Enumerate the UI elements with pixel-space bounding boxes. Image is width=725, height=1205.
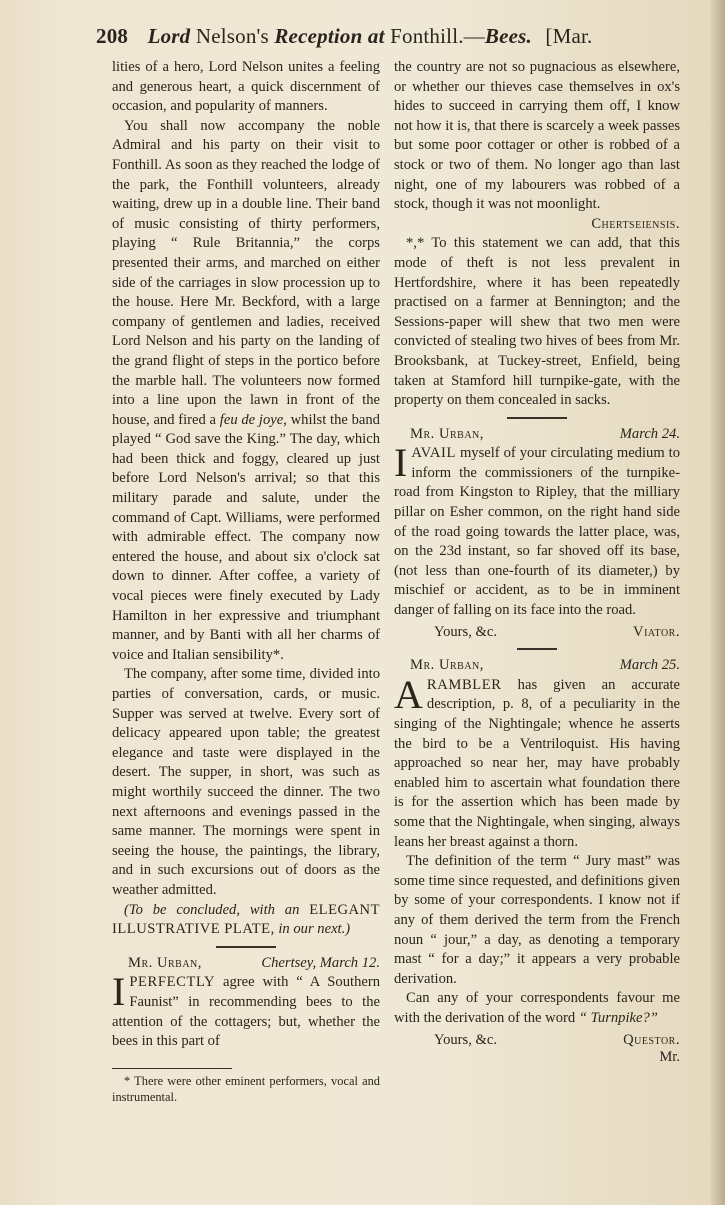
paragraph: The company, after some time, divided into parties of conversation, cards, or music. Supper was served at twelve. Every sort of delicacy appeared upon table; the greatest elegance and taste were displayed in the desert. The supper, in short, was such as might worthily succeed the dinner. The two next afternoons and evenings passed in the same manner. The mornings were spent in seeing the house, the paintings, the library, and in such excursions out of doors as the weather admitted.: [112, 666, 380, 898]
drop-cap: I: [112, 969, 126, 1015]
letter-salutation: Mr. Urban,: [410, 425, 484, 442]
letter-body: [394, 440, 680, 620]
header-title-part: Reception at: [274, 24, 385, 48]
opening-caps: PERFECTLY: [129, 974, 216, 991]
opening-caps: RAMBLER: [426, 676, 502, 693]
note-caps: ELEGANT ILLUSTRATIVE PLATE,: [112, 901, 381, 938]
letter-dateline: [394, 656, 680, 676]
paragraph: The definition of the term “ Jury mast” was some time since requested, and definitions given by some of your correspondents. I know not if any of them derived the term from the French noun “ jour,” a day, as denoting a temporary mast “ for a day;” it appears a very probable derivation.: [394, 853, 680, 987]
note-italic: (To be concluded, with an: [124, 901, 300, 918]
section-rule: [517, 648, 557, 650]
paragraph-text: whilst the band played “ God save the King.” The day, which had been thick and foggy, cleared up just before Lord Nelson's arrival; so that this military parade and salute, under the command of Capt. Williams, were performed with admirable effect. The company now entered the house, and about six o'clock sat down to dinner. After coffee, a variety of vocal pieces were finely executed by Lady Hamilton in her expressive and triumphant manner, and by Banti with all her charms of voice and Italian sensibility*.: [112, 411, 380, 663]
paragraph: [394, 989, 680, 1028]
letter-place-date: Chertsey, March 12.: [261, 954, 380, 971]
note-text: To this statement we can add, that this mode of theft is not less prevalent in Hertfordshire, where it has been repeatedly practised on a farmer at Bennington; and the Sessions-paper will shew that two men were convicted of stealing two hives of bees from Mr. Brooksbank, at Tuckey-street, Enfield, being taken at Stamford hill turnpike-gate, with the property on them concealed in sacks.: [394, 235, 680, 409]
letter-salutation: Mr. Urban,: [128, 954, 202, 971]
letter-body: [394, 671, 680, 852]
page-number: 208: [96, 24, 129, 48]
letter-dateline: [394, 425, 680, 445]
right-column: [394, 58, 680, 1068]
header-title-part: Fonthill.: [390, 24, 464, 48]
letter-text: has given an accurate description, p. 8, of a peculiarity in the singing of the Nightingale; whence he asserts the bird to be a Ventriloquist. His having approached so near her, may have probably enabled him to ascertain what foundation there is for the assertion which has been made by some that the Nightingale, when singing, always leans her breast against a thorn.: [394, 676, 680, 850]
section-rule: [216, 946, 276, 948]
book-spine-edge: [711, 0, 725, 1205]
left-column: [112, 58, 380, 1105]
paragraph-text: Can any of your correspondents favour me with the derivation of the word: [394, 990, 680, 1026]
header-section: Bees.: [484, 24, 532, 48]
header-title-part: Lord: [147, 24, 191, 48]
header-title-part: Nelson's: [195, 24, 269, 48]
note-mark: *,*: [406, 235, 425, 252]
section-rule: [507, 417, 567, 419]
italic-phrase: “ Turnpike?”: [578, 1009, 658, 1026]
paragraph: lities of a hero, Lord Nelson unites a feeling and generous heart, a quick discernment of occasion, and popularity of manners.: [112, 59, 380, 115]
letter-body: [112, 969, 380, 1051]
footnote-rule: [112, 1068, 232, 1069]
header-dash: —: [463, 24, 485, 48]
letter-text: myself of your circulating medium to inform the commissioners of the turnpike-road from Kingston to Ripley, that the milliary pillar on Esher common, on the right hand side of the road going towards the latter place, was, on the 23d instant, so far shoved off its base, (not less than one-fourth of its diameter,) by mischief or accident, as to be in imminent danger of falling on its face into the road.: [394, 445, 680, 619]
letter-signoff: [394, 623, 680, 643]
note-italic: in our next.): [278, 921, 351, 938]
letter-dateline: [112, 954, 380, 974]
drop-cap: A: [394, 671, 423, 717]
paragraph-text: You shall now accompany the noble Admiral and his party on their visit to Fonthill. As soon as they reached the lodge of the park, the Fonthill volunteers, already waiting, drew up in a double line. Their band of music consisting of thirty performers, playing “ Rule Britannia,” the corps presented their arms, and marched on either side of the carriages in slow procession up to the house. Here Mr. Beckford, with a large company of gentlemen and ladies, received Lord Nelson and his party on the landing of the grand flight of steps in the portico before the marble hall. The volunteers now formed into a line upon the lawn in front of the house, and fired a: [112, 117, 380, 428]
running-header: [96, 24, 696, 54]
opening-caps: AVAIL: [411, 445, 456, 462]
letter-date: March 24.: [619, 425, 680, 442]
signature: Chertseiensis.: [591, 215, 680, 232]
yours-etc: Yours, &c.: [434, 1031, 497, 1048]
catchword: Mr.: [659, 1049, 680, 1066]
paragraph: the country are not so pugnacious as elsewhere, or whether our thieves case themselves in ox's hides to succeed in carrying them off, I know not how it is, that there is scarcely a week passes but some poor cottager or other is robbed of a stock or two of them. No longer ago than last night, one of my labourers was robbed of a stock, though it was not moonlight.: [394, 59, 680, 213]
letter-text: agree with “ A Southern Faunist” in recommending bees to the attention of the cottagers; but, whether the bees in this part of: [112, 974, 380, 1050]
signature: Questor.: [623, 1031, 680, 1048]
editor-note: [394, 234, 680, 410]
letter-salutation: Mr. Urban,: [410, 657, 484, 674]
yours-etc: Yours, &c.: [434, 623, 497, 640]
drop-cap: I: [394, 440, 408, 486]
header-month: [Mar.: [545, 24, 593, 48]
letter-date: March 25.: [619, 657, 680, 674]
footnote: * There were other eminent performers, vocal and instrumental.: [112, 1073, 380, 1104]
signature: Viator.: [633, 623, 680, 640]
to-be-concluded-note: [112, 901, 380, 940]
italic-phrase: feu de joye,: [219, 411, 287, 428]
paragraph: [112, 117, 380, 666]
